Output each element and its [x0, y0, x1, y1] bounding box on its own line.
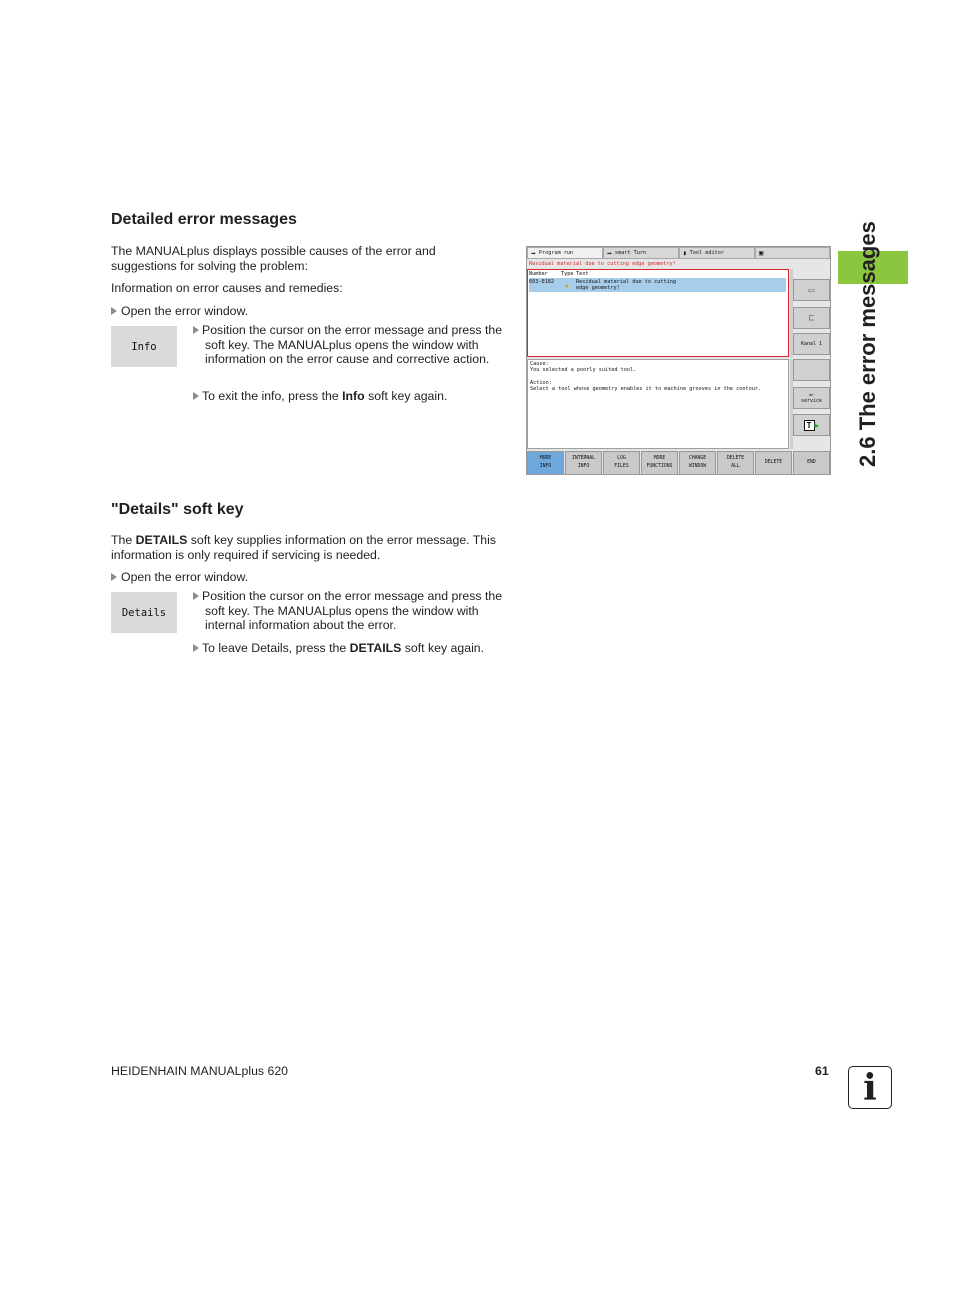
- intro-text: soft key supplies information on the error message. This information is only required if servicing is needed.: [111, 533, 497, 562]
- machine-icon: ▭: [808, 284, 815, 296]
- section1-info-line: Information on error causes and remedies:: [111, 281, 343, 295]
- intro-text: The: [111, 533, 136, 547]
- section-heading-details-softkey: "Details" soft key: [111, 501, 244, 518]
- softkey-more-info[interactable]: [527, 451, 564, 475]
- softkey-internal-info[interactable]: [565, 451, 602, 475]
- softkey-label: LOG: [617, 456, 626, 461]
- tool-table-icon: T: [804, 420, 815, 431]
- error-list: [527, 269, 789, 357]
- step-text: Position the cursor on the error message and press the soft key. The MANUALplus opens the window with internal information about the error.: [202, 589, 503, 632]
- info-softkey[interactable]: Info: [111, 326, 177, 367]
- arrow-right-icon: ▶: [814, 420, 820, 430]
- section2-step-open: [111, 570, 248, 585]
- section1-step-open: [111, 304, 248, 319]
- col-type: Type: [561, 271, 574, 277]
- softkey-label: INFO: [539, 464, 552, 469]
- section-heading-detailed-errors: Detailed error messages: [111, 211, 297, 228]
- softkey-label: ALL: [731, 464, 740, 469]
- softkey-label: CHANGE: [688, 456, 707, 461]
- softkey-delete-all[interactable]: [717, 451, 754, 475]
- softkey-change-window[interactable]: [679, 451, 716, 475]
- blank-side-button[interactable]: [793, 359, 830, 381]
- button-label: service: [800, 398, 823, 404]
- tool-icon: ▮: [683, 249, 687, 257]
- tool-holder-button[interactable]: [793, 307, 830, 329]
- softkey-label: INFO: [577, 464, 590, 469]
- softkey-label: FILES: [614, 464, 629, 469]
- softkey-label: WINDOW: [688, 464, 707, 469]
- softkey-label: MORE: [653, 456, 666, 461]
- control-screenshot: [526, 246, 831, 475]
- tab-program-run[interactable]: [527, 247, 603, 259]
- section1-step-exit: [193, 389, 503, 404]
- col-number: Number: [529, 271, 548, 277]
- status-line: Residual material due to cutting edge geometry!: [529, 261, 676, 267]
- details-softkey[interactable]: Details: [111, 592, 177, 633]
- section2-step-leave: [193, 641, 513, 656]
- softkey-log-files[interactable]: [603, 451, 640, 475]
- col-text: Text: [576, 271, 589, 277]
- softkey-end[interactable]: [793, 451, 830, 475]
- error-row[interactable]: [529, 278, 786, 292]
- bullet-arrow-icon: [111, 307, 117, 315]
- wrench-icon: ⟜: [809, 391, 814, 399]
- error-text-line1: Residual material due to cutting: [576, 279, 676, 285]
- step-bold: Info: [342, 389, 365, 403]
- tab-tool-editor[interactable]: [679, 247, 755, 259]
- softkey-delete[interactable]: [755, 451, 792, 475]
- bullet-arrow-icon: [193, 392, 199, 400]
- softkey-label: DELETE: [764, 460, 783, 465]
- chapter-side-title: 2.6 The error messages: [855, 221, 880, 467]
- section1-intro: The MANUALplus displays possible causes of the error and suggestions for solving the problem:: [111, 244, 436, 273]
- softkey-label: MORE: [539, 456, 552, 461]
- button-label: Kanal 1: [800, 341, 823, 347]
- action-label: Action:: [530, 380, 552, 386]
- tab-smart-turn[interactable]: [603, 247, 679, 259]
- step-text: Open the error window.: [121, 304, 249, 318]
- tab-extra[interactable]: [755, 247, 830, 259]
- warning-icon: ▲: [565, 282, 569, 289]
- bullet-arrow-icon: [193, 592, 199, 600]
- cause-label: Cause:: [530, 361, 549, 367]
- intro-bold: DETAILS: [135, 533, 188, 547]
- step-text: soft key again.: [364, 389, 448, 403]
- error-number: 603-0182: [529, 279, 554, 285]
- service-button[interactable]: [793, 387, 830, 409]
- tab-label: Tool editor: [689, 250, 724, 256]
- bullet-arrow-icon: [193, 326, 199, 334]
- step-text: Position the cursor on the error message and press the soft key. The MANUALplus opens the window with information on the error cause and corrective action.: [202, 323, 503, 366]
- action-text: Select a tool whose geometry enables it to machine grooves in the contour.: [530, 386, 762, 392]
- step-text: To leave Details, press the: [202, 641, 350, 655]
- softkey-label: INTERNAL: [571, 456, 596, 461]
- arrow-icon: ➡: [607, 248, 612, 258]
- step-text: soft key again.: [401, 641, 485, 655]
- bullet-arrow-icon: [111, 573, 117, 581]
- tab-label: smart Turn: [614, 250, 647, 256]
- step-text: Open the error window.: [121, 570, 249, 584]
- section1-step-position: [193, 323, 515, 367]
- arrow-icon: ➡: [531, 248, 536, 258]
- softkey-label: FUNCTIONS: [646, 464, 673, 469]
- bullet-arrow-icon: [193, 644, 199, 652]
- tool-table-button[interactable]: [793, 414, 830, 436]
- page-number: 61: [815, 1064, 829, 1078]
- cause-text: You selected a poorly suited tool.: [530, 367, 637, 373]
- section2-step-position: [193, 589, 515, 633]
- softkey-label: DELETE: [726, 456, 745, 461]
- error-text-line2: edge geometry!: [576, 285, 620, 291]
- disk-icon: ▣: [759, 249, 764, 257]
- tab-label: Program run: [538, 250, 574, 256]
- softkey-more-functions[interactable]: [641, 451, 678, 475]
- kanal-button[interactable]: [793, 333, 830, 355]
- tool-holder-icon: ⊏: [808, 312, 815, 324]
- step-text: To exit the info, press the: [202, 389, 343, 403]
- info-panel: [527, 359, 789, 449]
- footer-product: HEIDENHAIN MANUALplus 620: [111, 1064, 288, 1078]
- softkey-label: END: [807, 460, 816, 465]
- step-bold: DETAILS: [349, 641, 402, 655]
- machine-view-button[interactable]: [793, 279, 830, 301]
- info-icon: i: [848, 1066, 892, 1109]
- section2-intro: [111, 533, 501, 562]
